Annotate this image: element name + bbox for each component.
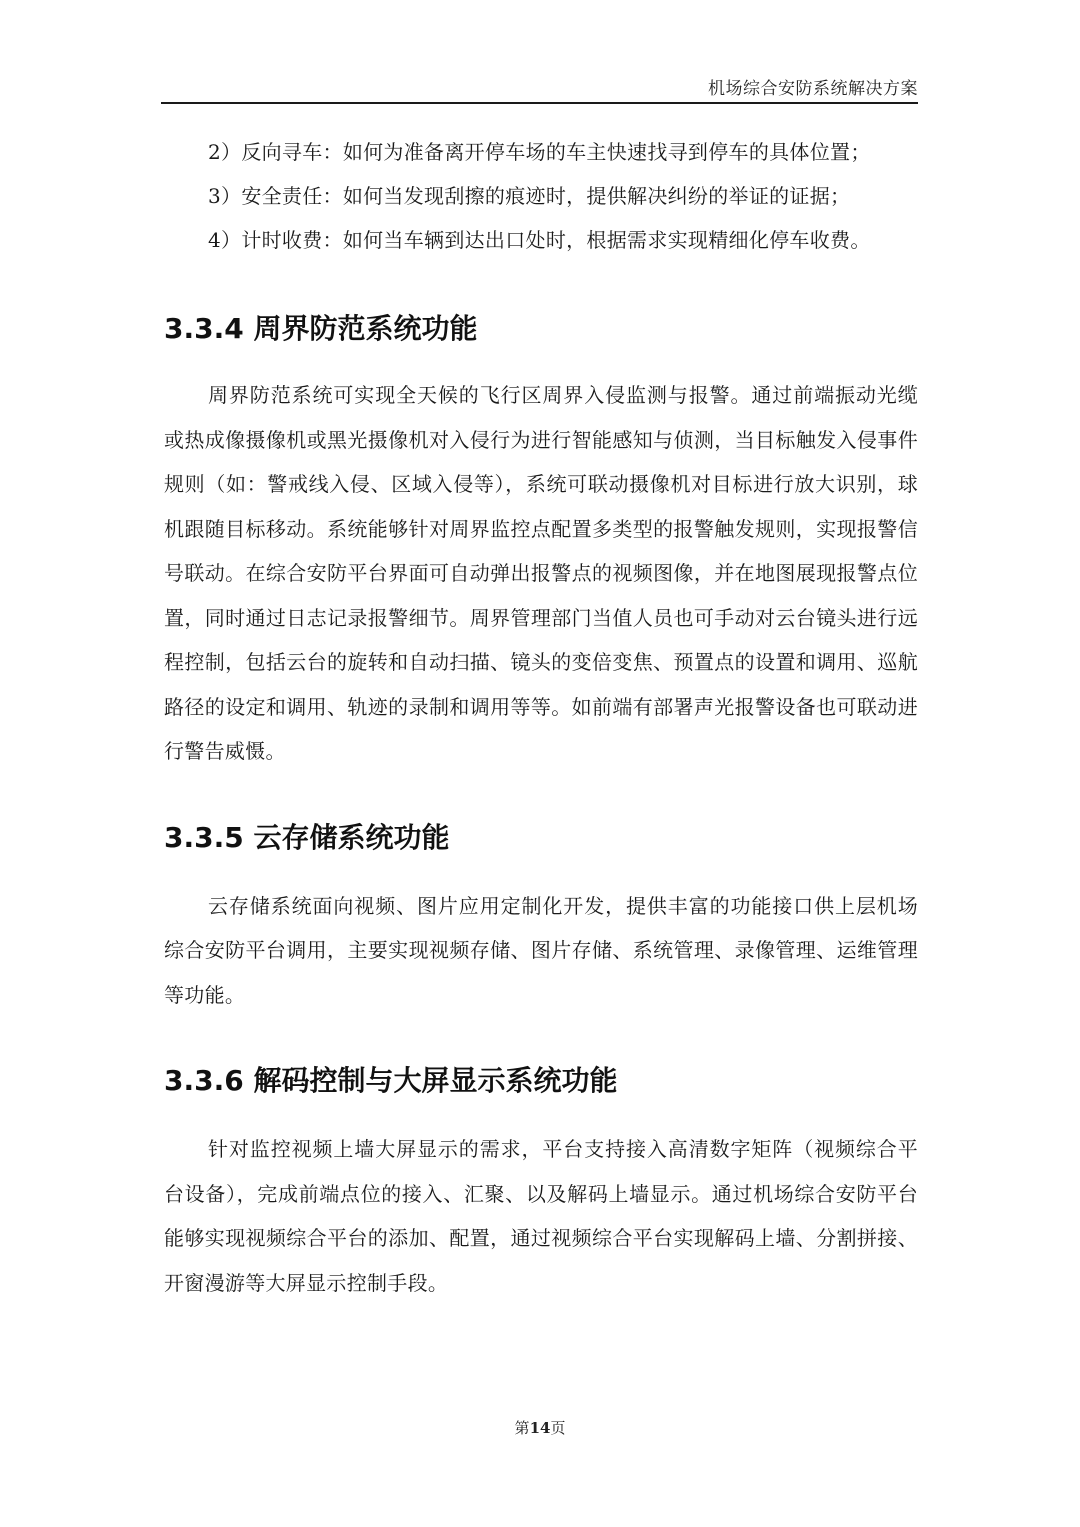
page-content — [164, 130, 918, 1305]
header-title: 机场综合安防系统解决方案 — [708, 79, 918, 99]
footer-prefix: 第 — [514, 1419, 530, 1437]
section-title-3-3-6: 3.3.6 解码控制与大屏显示系统功能 — [164, 1064, 618, 1097]
section-body-3-3-4: 周界防范系统可实现全天候的飞行区周界入侵监测与报警。通过前端振动光缆或热成像摄像机或黑光摄像机对入侵行为进行智能感知与侦测，当目标触发入侵事件规则（如：警戒线入侵、区域入侵等），系统可联动摄像机对目标进行放大识别，球机跟随目标移动。系统能够针对周界监控点配置多类型的报警触发规则，实现报警信号联动。在综合安防平台界面可自动弹出报警点的视频图像，并在地图展现报警点位置，同时通过日志记录报警细节。周界管理部门当值人员也可手动对云台镜头进行远程控制，包括云台的旋转和自动扫描、镜头的变倍变焦、预置点的设置和调用、巡航路径的设定和调用、轨迹的录制和调用等等。如前端有部署声光报警设备也可联动进行警告威慑。 — [164, 383, 918, 763]
section-title-3-3-4: 3.3.4 周界防范系统功能 — [164, 312, 478, 345]
list-item: 2）反向寻车：如何为准备离开停车场的车主快速找寻到停车的具体位置； — [208, 140, 871, 164]
section-body-3-3-5: 云存储系统面向视频、图片应用定制化开发，提供丰富的功能接口供上层机场综合安防平台调用，主要实现视频存储、图片存储、系统管理、录像管理、运维管理等功能。 — [164, 893, 918, 1007]
footer-suffix: 页 — [550, 1419, 566, 1437]
page-header — [161, 72, 918, 104]
page-number: 14 — [529, 1419, 551, 1437]
list-item: 3）安全责任：如何当发现刮擦的痕迹时，提供解决纠纷的举证的证据； — [208, 184, 851, 208]
list-item: 4）计时收费：如何当车辆到达出口处时，根据需求实现精细化停车收费。 — [208, 228, 871, 252]
page-footer — [0, 1417, 1080, 1438]
section-body-3-3-6: 针对监控视频上墙大屏显示的需求，平台支持接入高清数字矩阵（视频综合平台设备），完成前端点位的接入、汇聚、以及解码上墙显示。通过机场综合安防平台能够实现视频综合平台的添加、配置，通过视频综合平台实现解码上墙、分割拼接、开窗漫游等大屏显示控制手段。 — [164, 1137, 918, 1295]
section-title-3-3-5: 3.3.5 云存储系统功能 — [164, 820, 450, 854]
